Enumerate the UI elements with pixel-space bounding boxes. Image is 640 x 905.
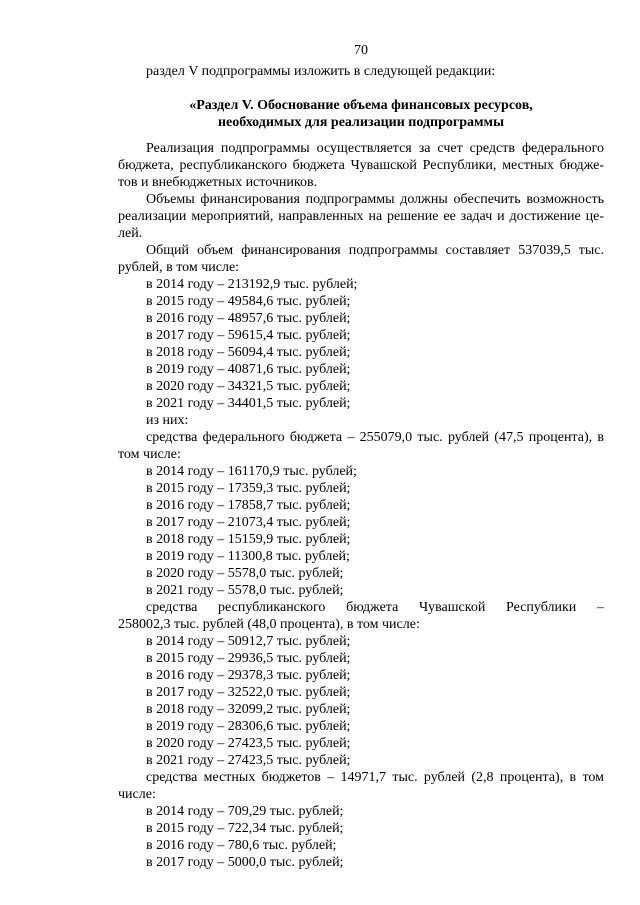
federal-year-2017: в 2017 году – 21073,4 тыс. рублей;: [146, 515, 351, 530]
local-year-2014: в 2014 году – 709,29 тыс. рублей;: [146, 804, 344, 819]
federal-line-1: средства федерального бюджета – 255079,0 тыс. рублей (47,5 процента), в: [146, 430, 604, 445]
federal-line-2: том числе:: [118, 447, 181, 462]
total-year-2015: в 2015 году – 49584,6 тыс. рублей;: [146, 294, 351, 309]
total-year-2019: в 2019 году – 40871,6 тыс. рублей;: [146, 362, 351, 377]
republic-year-2014: в 2014 году – 50912,7 тыс. рублей;: [146, 634, 351, 649]
total-year-2018: в 2018 году – 56094,4 тыс. рублей;: [146, 345, 351, 360]
federal-year-2015: в 2015 году – 17359,3 тыс. рублей;: [146, 481, 351, 496]
total-year-2017: в 2017 году – 59615,4 тыс. рублей;: [146, 328, 351, 343]
republic-line-2: 258002,3 тыс. рублей (48,0 процента), в том числе:: [118, 617, 420, 632]
para1-line-1: Реализация подпрограммы осуществляется за счет средств федерального: [146, 141, 604, 156]
federal-year-2016: в 2016 году – 17858,7 тыс. рублей;: [146, 498, 351, 513]
republic-year-2020: в 2020 году – 27423,5 тыс. рублей;: [146, 736, 351, 751]
republic-year-2015: в 2015 году – 29936,5 тыс. рублей;: [146, 651, 351, 666]
republic-year-2016: в 2016 году – 29378,3 тыс. рублей;: [146, 668, 351, 683]
local-line-2: числе:: [118, 787, 156, 802]
total-line-1: Общий объем финансирования подпрограммы составляет 537039,5 тыс.: [146, 243, 604, 258]
para2-line-1: Объемы финансирования подпрограммы должны обеспечить возможность: [146, 192, 604, 207]
local-line-1: средства местных бюджетов – 14971,7 тыс. рублей (2,8 процента), в том: [146, 770, 604, 785]
para2-line-2: реализации мероприятий, направленных на решение ее задач и достижение це-: [118, 209, 604, 224]
federal-year-2018: в 2018 году – 15159,9 тыс. рублей;: [146, 532, 351, 547]
federal-year-2020: в 2020 году – 5578,0 тыс. рублей;: [146, 566, 344, 581]
republic-year-2018: в 2018 году – 32099,2 тыс. рублей;: [146, 702, 351, 717]
para1-line-2: бюджета, республиканского бюджета Чувашской Республики, местных бюдже-: [118, 158, 604, 173]
local-year-2016: в 2016 году – 780,6 тыс. рублей;: [146, 838, 337, 853]
total-year-2020: в 2020 году – 34321,5 тыс. рублей;: [146, 379, 351, 394]
para2-line-3: лей.: [118, 226, 143, 241]
local-year-2017: в 2017 году – 5000,0 тыс. рублей;: [146, 855, 344, 870]
republic-year-2021: в 2021 году – 27423,5 тыс. рублей;: [146, 753, 351, 768]
page-number: 70: [354, 43, 368, 58]
federal-year-2014: в 2014 году – 161170,9 тыс. рублей;: [146, 464, 357, 479]
section-heading-line-2: необходимых для реализации подпрограммы: [217, 115, 505, 130]
intro-line: раздел V подпрограммы изложить в следующей редакции:: [146, 64, 496, 79]
total-year-2021: в 2021 году – 34401,5 тыс. рублей;: [146, 396, 351, 411]
total-year-2014: в 2014 году – 213192,9 тыс. рублей;: [146, 277, 358, 292]
republic-year-2019: в 2019 году – 28306,6 тыс. рублей;: [146, 719, 351, 734]
of-which-label: из них:: [146, 413, 189, 428]
republic-line-1: средства республиканского бюджета Чувашской Республики –: [146, 600, 604, 615]
federal-year-2019: в 2019 году – 11300,8 тыс. рублей;: [146, 549, 350, 564]
para1-line-3: тов и внебюджетных источников.: [118, 175, 318, 190]
total-line-2: рублей, в том числе:: [118, 260, 240, 275]
federal-year-2021: в 2021 году – 5578,0 тыс. рублей;: [146, 583, 344, 598]
local-year-2015: в 2015 году – 722,34 тыс. рублей;: [146, 821, 344, 836]
total-year-2016: в 2016 году – 48957,6 тыс. рублей;: [146, 311, 351, 326]
section-heading-line-1: «Раздел V. Обоснование объема финансовых ресурсов,: [189, 98, 533, 113]
republic-year-2017: в 2017 году – 32522,0 тыс. рублей;: [146, 685, 351, 700]
